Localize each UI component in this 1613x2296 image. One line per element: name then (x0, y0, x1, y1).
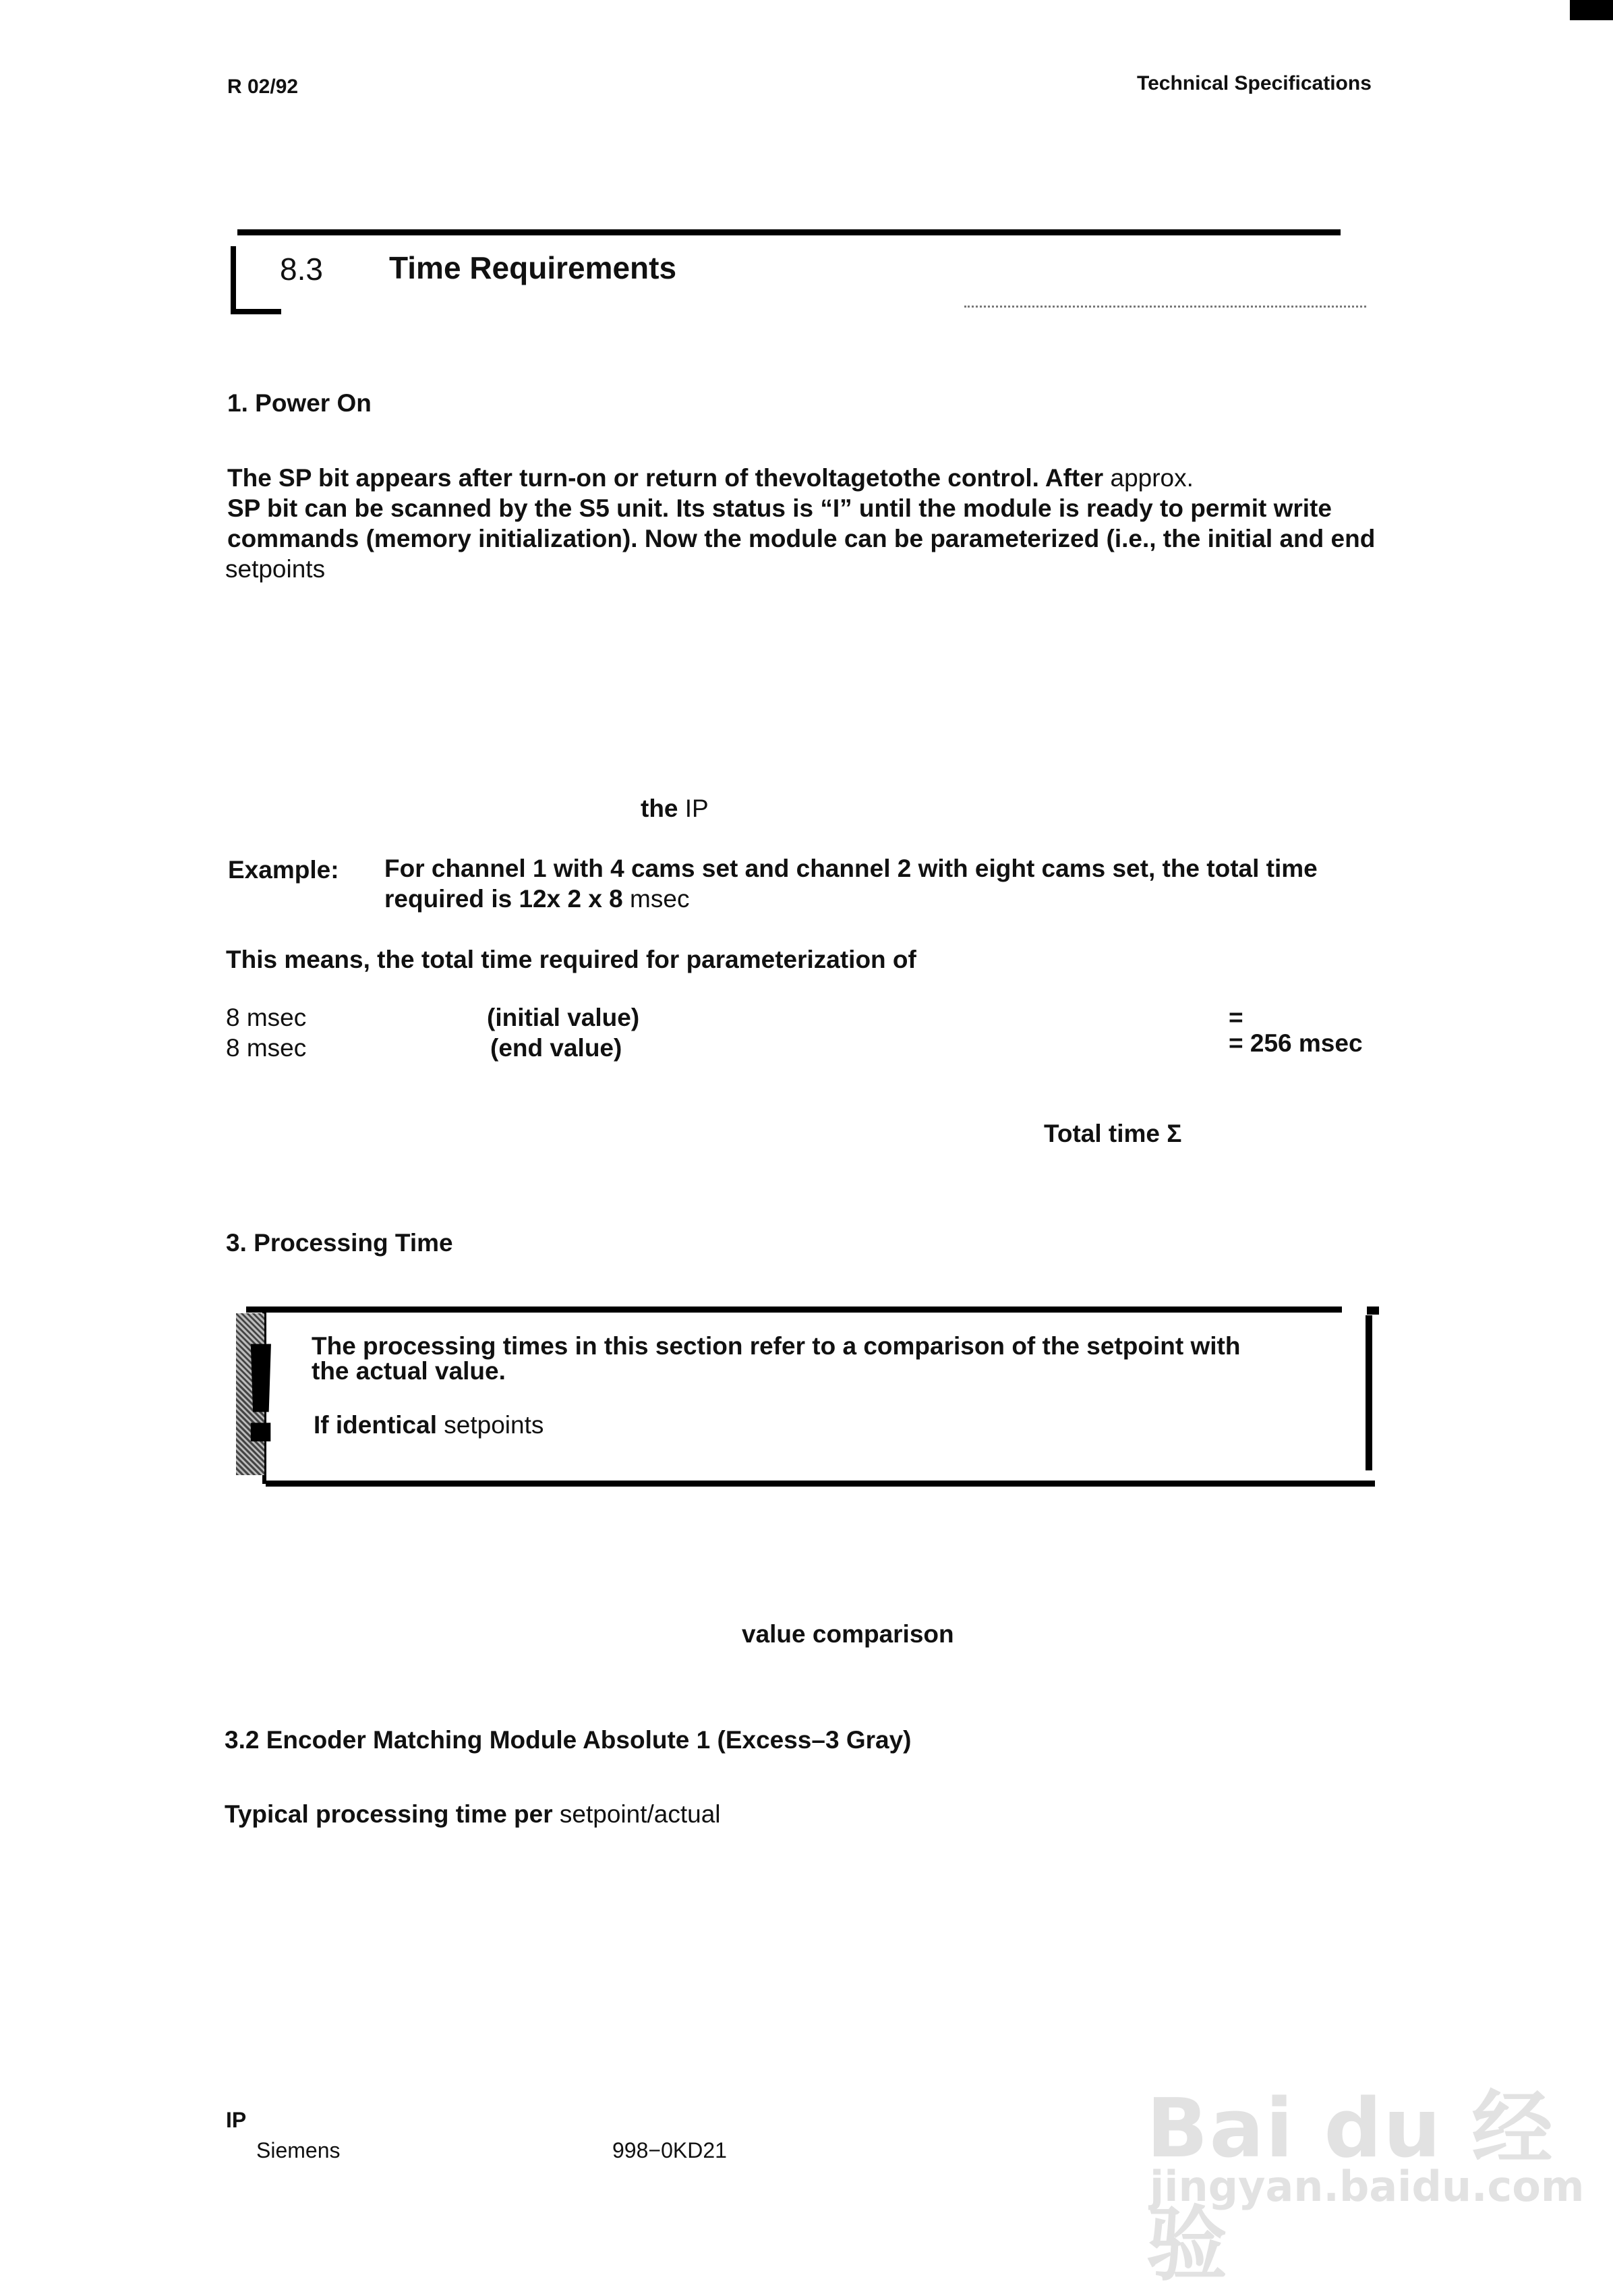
footer-ip: IP (226, 2108, 247, 2132)
corner-mark (1570, 0, 1613, 20)
means-text: This means, the total time required for parameterization of (226, 946, 916, 973)
section-dotted-rule (964, 306, 1366, 308)
power-on-line-2: SP bit can be scanned by the S5 unit. Its status is “I” until the module is ready to permit write (227, 494, 1332, 522)
baidu-watermark-url: jingyan.baidu.com (1150, 2162, 1585, 2211)
power-on-line-3: commands (memory initialization). Now the module can be parameterized (i.e., the initial and end (227, 525, 1376, 552)
section-left-bracket (231, 246, 236, 314)
baidu-watermark-logo: Bai du 经验 (1146, 2082, 1554, 2292)
note-bottom-rule (266, 1481, 1375, 1487)
note-line-1: The processing times in this section refer to a comparison of the setpoint with (312, 1332, 1241, 1360)
example-line-2: required is 12x 2 x 8 msec (384, 885, 690, 913)
total-time-label: Total time Σ (1044, 1120, 1182, 1147)
calc-row-2-result: = 256 msec (1229, 1029, 1363, 1057)
section-bracket-foot (231, 309, 281, 314)
footer-code: 998−0KD21 (612, 2138, 727, 2162)
note-line-3: If identical setpoints (314, 1411, 544, 1439)
power-on-line-4: setpoints (225, 555, 326, 583)
warning-icon: ! (237, 1313, 285, 1472)
note-top-right-cap (1367, 1307, 1379, 1315)
example-label: Example: (228, 856, 339, 884)
the-ip-text: the IP (641, 795, 709, 822)
section-top-rule (237, 229, 1341, 235)
calc-row-2-time: 8 msec (226, 1034, 307, 1062)
calc-row-1-equals: = (1229, 1004, 1243, 1031)
footer-company: Siemens (256, 2138, 341, 2162)
section-title: Time Requirements (389, 250, 677, 285)
calc-row-1-label: (initial value) (487, 1004, 640, 1031)
note-line-2: the actual value. (312, 1357, 506, 1385)
running-header: Technical Specifications (1137, 72, 1372, 94)
power-on-line-1: The SP bit appears after turn-on or return of thevoltagetothe control. After approx. (227, 464, 1194, 492)
page-revision: R 02/92 (227, 76, 299, 98)
encoder-heading: 3.2 Encoder Matching Module Absolute 1 (Excess–3 Gray) (225, 1726, 912, 1754)
calc-row-2-label: (end value) (490, 1034, 622, 1062)
typical-processing-text: Typical processing time per setpoint/actual (225, 1800, 721, 1828)
note-top-rule (246, 1307, 1342, 1313)
calc-row-1-time: 8 msec (226, 1004, 307, 1031)
example-line-1: For channel 1 with 4 cams set and channel 2 with eight cams set, the total time (384, 855, 1318, 882)
power-on-heading: 1. Power On (227, 389, 372, 417)
section-number: 8.3 (280, 252, 323, 287)
note-right-rule (1366, 1315, 1372, 1470)
processing-heading: 3. Processing Time (226, 1229, 453, 1257)
value-comparison-text: value comparison (742, 1620, 954, 1648)
